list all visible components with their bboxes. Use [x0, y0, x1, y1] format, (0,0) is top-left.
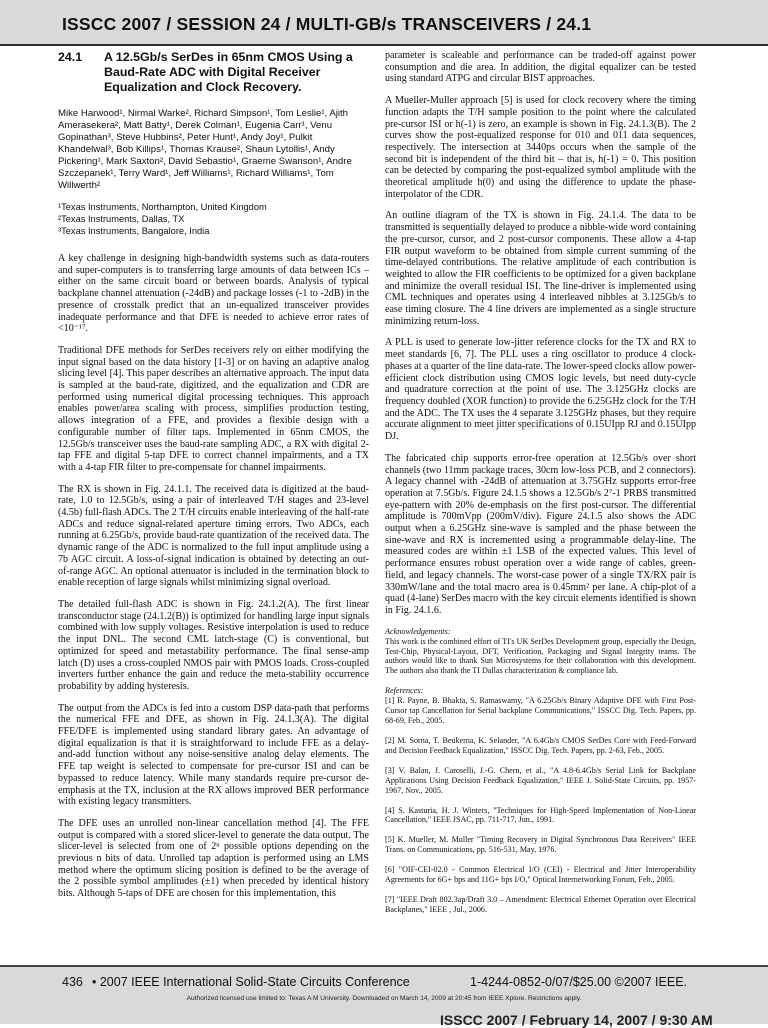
body-paragraph: The DFE uses an unrolled non-linear cancellation method [4]. The FFE output is compared with a stored slicer-level to generate the data output. The slicer-level is selected from one of 2ⁿ possible options depending on the previous n bits of data. Unrolled tap adaption is performed using an LMS method where the optimum slicing position is defined to be the average of the 2 possible symbol amplitudes (±1) when preceded by identical history bits. Although 5-taps of DFE are chosen for this implementation, this [58, 817, 369, 900]
right-column [385, 50, 696, 925]
body-paragraph: A PLL is used to generate low-jitter reference clocks for the TX and RX to meet standards [6, 7]. The PLL uses a ring oscillator to produce 4 clock-phases at a quarter of the line data-rate. The lower-speed clocks allow power-efficient clock distribution using CMOS logic levels, but need duty-cycle and quadrature correction at the point of use. The 3.125GHz clocks are frequency doubled (XOR function) to provide the 6.25GHz clock for the T/H and the ADC. The TX uses the 4 separate 3.125GHz phases, but they require accurate alignment to meet jitter specifications of 0.15UIpp RJ and 0.15UIpp DJ. [385, 337, 697, 443]
affiliation: ¹Texas Instruments, Northampton, United Kingdom [58, 202, 267, 212]
header-bar [0, 0, 768, 44]
session-header-title: ISSCC 2007 / SESSION 24 / MULTI-GB/s TRANSCEIVERS / 24.1 [62, 14, 592, 34]
reference-item: [3] V. Balan, J. Caroselli, J.-G. Chern, et al., "A 4.8-6.4Gb/s Serial Link for Backplane Applications Using Decision Feedback Equalization," IEEE J. Solid-State Circuits, pp. 1957-1967, Nov., 2005. [385, 765, 696, 795]
body-paragraph: A key challenge in designing high-bandwidth systems such as data-routers and super-computers is to transferring large amounts of data between ICs – either on the same circuit board or between boards. Analysis of typical backplane channel attenuation (-24dB) and package losses (-1 to -2dB) in the presence of crosstalk predict that an un-equalized transceiver provides inadequate performance and that DFE is needed to achieve error rates of <10⁻¹⁷. [58, 253, 369, 335]
header-divider [0, 44, 768, 46]
license-notice: Authorized licensed use limited to: Texas A M University. Downloaded on March 14, 2009 at 20:45 from IEEE Xplore. Restrictions apply. [186, 995, 582, 1002]
paper-title: A 12.5Gb/s SerDes in 65nm CMOS Using a Baud-Rate ADC with Digital Receiver Equalization and Clock Recovery. [104, 50, 353, 94]
page-number: 436 [62, 975, 83, 989]
reference-item: [6] "OIF-CEI-02.0 - Common Electrical I/O (CEI) - Electrical and Jitter Interoperability Agreements for 6G+ bps and 11G+ bps I/O," Optical Internetworking Forum, Feb., 2005. [385, 865, 696, 885]
left-column [58, 50, 369, 910]
affiliation: ³Texas Instruments, Bangalore, India [58, 226, 210, 236]
body-paragraph: parameter is scaleable and performance can be traded-off against power consumption and die area. In addition, the digital equalizer can be tested using standard ATPG and circular BIST approaches. [385, 50, 696, 85]
acknowledgements-heading: Acknowledgements: [385, 626, 451, 636]
body-paragraph: Traditional DFE methods for SerDes receivers rely on either modifying the input signal based on the data history [1-3] or on having an adaptive analog slicing level [4]. This paper describes an alternative approach. The input data is sampled at the baud-rate, digitized, and the equalization and CDR are performed using numerical digital processing techniques. This approach enables power/area scaling with process, simplifies production testing, allows integration of a FFE, and provides a flexible design with a configurable number of filter taps. Implemented in 65nm CMOS, the 12.5Gb/s transceiver uses the baud-rate sampling ADC, a RX with digital 2-tap FFE and digital 5-tap DFE to correct channel impairments, and a TX with a 4-tap FIR filter to pre-compensate for channel impairments. [58, 344, 369, 473]
body-paragraph: An outline diagram of the TX is shown in Fig. 24.1.4. The data to be transmitted is sequentially delayed to produce a nibble-wide word containing the pre-cursor, cursor, and 2 post-cursor components. These allow a 4-tap FIR output waveform to be obtained from simple current summing of the time-delayed contributions. The relative amplitude of each contribution is weighted to allow the FIR coefficients to be optimized for a given backplane and minimize the overall residual ISI. The line-driver is implemented using CML techniques and operates using 4 interleaved nibbles at 3.125Gb/s to ease timing closure. The 4 line drivers are implemented as a single structure minimizing return-loss. [385, 210, 696, 327]
body-paragraph: The RX is shown in Fig. 24.1.1. The received data is digitized at the baud-rate, 1.0 to 12.5Gb/s, using a pair of interleaved T/H stages and 23-level (4.5b) full-flash ADCs. The 2 T/H circuits enable interleaving of the half-rate ADCs and reduce signal-related aperture timing errors. Two ADCs, each running at 6.25Gb/s, provide baud-rate quantization of the received data. The dynamic range of the ADC is normalized to the full input amplitude using a 7b AGC circuit. A loss-of-signal indication is obtained by detecting an out-of-range AGC. An optional attenuator is included in the termination block to enable reception of large signals whilst minimizing signal overload. [58, 483, 369, 589]
body-paragraph: A Mueller-Muller approach [5] is used for clock recovery where the timing function adapts the T/H sample position to the point where the calculated pre-cursor ISI or h(-1) is zero, an example is shown in Fig. 24.1.3(B). The 2 curves show the post-equalized response for 010 and 011 data sequences, respectively. The intersection at 3440ps occurs when the sample of the second bit is independent of the third bit – that is, h(-1) = 0. This position can be detected by comparing the post-equalized symbol amplitude with the theoretical amplitude h(0) and using the difference to update the phase-interpolator of the CDR. [385, 95, 696, 200]
paper-number: 24.1 [58, 50, 83, 64]
affiliation: ²Texas Instruments, Dallas, TX [58, 214, 185, 224]
conference-name: • 2007 IEEE International Solid-State Circuits Conference [92, 975, 410, 989]
reference-item: [1] R. Payne, B. Bhakta, S. Ramaswamy, "A 6.25Gb/s Binary Adaptive DFE with First Post-Cursor tap Cancellation for Serial backplane Communications," ISSCC Dig. Tech. Papers, pp. 68-69, Feb., 2005. [385, 696, 696, 726]
body-paragraph: The output from the ADCs is fed into a custom DSP data-path that performs the numerical FFE and DFE, as shown in Fig. 24.1.3(A). The digital FFE/DFE is implemented using standard library gates. An advantage of digital equalization is that it is straightforward to include FFE as a delay-and-add function without any noise-sensitive analog delay elements. The FFE tap weight is selected to compensate for pre-cursor ISI and can be bypassed to reduce latency. While many standards require pre-cursor de-emphasis at the TX, inclusion at the RX allows improved BER performance with existing legacy transmitters. [58, 702, 369, 808]
reference-item: [2] M. Sorna, T. Beukerna, K. Selander, "A 6.4Gb/s CMOS SerDes Core with Feed-Forward and Decision Feedback Equalization," ISSCC Dig. Tech. Papers, pp. 2-63, Feb., 2005. [385, 735, 696, 755]
body-paragraph: The fabricated chip supports error-free operation at 12.5Gb/s over short channels (two 11mm package traces, 30cm low-loss PCB, and 2 connectors). A legacy channel with -24dB of attenuation at 3.75GHz supports error-free operation at 7.5Gb/s. Figure 24.1.5 shows a 12.5Gb/s 2⁷-1 PRBS transmitted eye-pattern with 20% de-emphasis on the first post-cursor. The differential amplitude is 700mVpp (200mV/div). Figure 24.1.5 also shows the ADC output when a 6.25GHz sine-wave is sampled and the phase between the sine-wave and RX is incremented using a programmable delay-line. The measured codes are within ±1 LSB of the expected values. This level of performance ensures robust operation over a wide range of cables, green-field, and legacy channels. The worst-case power of a single TX/RX pair is 330mW/lane and the total macro area is 0.45mm² per lane. A chip-plot of a quad (4-lane) SerDes macro with the key circuit elements identified is shown in Fig. 24.1.6. [385, 452, 696, 616]
reference-item: [5] K. Mueller, M. Muller "Timing Recovery in Digital Synchronous Data Receivers" IEEE Trans. on Communications, pp. 516-531, May, 1976. [385, 835, 696, 855]
affiliations [58, 201, 369, 237]
paper-title-block [58, 50, 369, 95]
author-list: Mike Harwood¹, Nirmal Warke², Richard Simpson¹, Tom Leslie¹, Ajith Amerasekera², Matt Batty¹, Derek Colman¹, Eugenia Carr¹, Venu Gopinathan³, Steve Hubbins², Peter Hunt¹, Andy Joy¹, Pulkit Khandelwal³, Bob Killips¹, Thomas Krause², Shaun Lytollis¹, Andy Pickering¹, Mark Saxton², David Sebastio¹, Graeme Swanson¹, Andre Szczepanek¹, Terry Ward¹, Jeff Williams¹, Richard Williams¹, Tom Willwerth² [58, 108, 352, 191]
reference-list [385, 696, 696, 915]
isbn-copyright: 1-4244-0852-0/07/$25.00 ©2007 IEEE. [470, 975, 688, 989]
next-page-header: ISSCC 2007 / February 14, 2007 / 9:30 AM [440, 1012, 713, 1028]
body-paragraph: The detailed full-flash ADC is shown in Fig. 24.1.2(A). The first linear transconductor stage (24.1.2(B)) is optimized for handling large input signals combined with low supply voltages. Resistive interpolation is used to reduce the input DNL. The second CML latch-stage (C) is conventional, but optimized for speed and metastability performance. The final sense-amp latch (D) uses a cross-coupled NMOS pair with PMOS loads. Cross-coupled inverters further enhance the gain and reduce the meta-stability occurrence probability by adding hysteresis. [58, 598, 369, 692]
reference-item: [4] S. Kasturia, H. J. Winters, "Techniques for High-Speed Implementation of Non-Linear Cancellation," IEEE JSAC, pp. 711-717, Jun., 1991. [385, 805, 696, 825]
reference-item: [7] "IEEE Draft 802.3ap/Draft 3.0 – Amendment: Electrical Ethernet Operation over Electrical Backplanes," IEEE , Jul., 2006. [385, 894, 696, 914]
footer-divider [0, 965, 768, 967]
references-heading: References: [385, 686, 424, 696]
acknowledgements-text: This work is the combined effort of TI's UK SerDes Development group, especially the Design, Test-Chip, Physical-Layout, DFT, Verification, Packaging and Signal Integrity teams. The authors would like to thank Sun Microsystems for their collaboration with this development. The authors also thank the TI Dallas characterization & compliance lab. [385, 636, 696, 676]
